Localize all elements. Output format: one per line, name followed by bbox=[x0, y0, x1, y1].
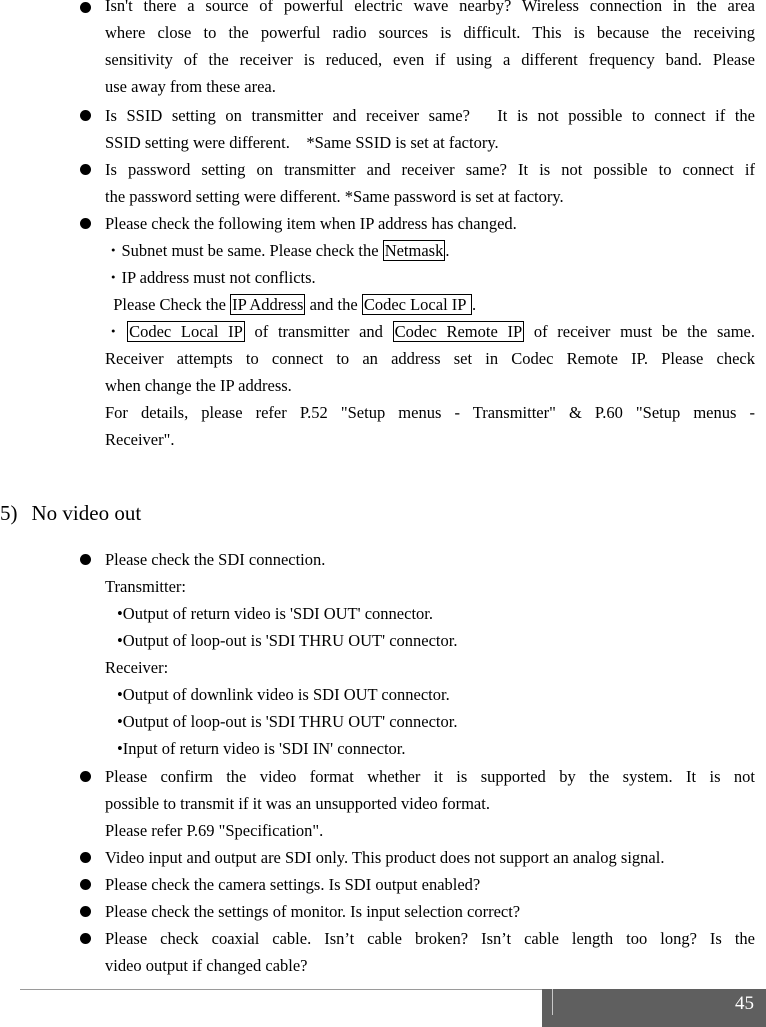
footer-rule bbox=[20, 989, 542, 990]
bullet-icon bbox=[80, 2, 91, 13]
list-item: •Output of loop-out is 'SDI THRU OUT' connector. bbox=[117, 631, 458, 650]
footer-page-box bbox=[542, 989, 766, 1027]
video-check-coaxial-cable bbox=[105, 925, 755, 979]
bullet-icon bbox=[80, 218, 91, 229]
list-item: •Input of return video is 'SDI IN' connector. bbox=[117, 739, 406, 758]
text-line: For details, please refer P.52 "Setup menus - Transmitter" & P.60 "Setup menus - bbox=[105, 403, 755, 422]
wireless-check-ip-address bbox=[105, 210, 755, 453]
codec-local-ip-term: Codec Local IP bbox=[129, 322, 243, 341]
text-fragment: ・Subnet must be same. Please check the bbox=[105, 241, 383, 260]
page-number: 45 bbox=[735, 993, 754, 1014]
bullet-icon bbox=[80, 771, 91, 782]
text-line: ・IP address must not conflicts. bbox=[105, 268, 316, 287]
text-fragment: Please Check the bbox=[105, 295, 231, 314]
footer-divider bbox=[552, 989, 553, 1015]
wireless-check-interference bbox=[105, 0, 755, 100]
list-item: •Output of downlink video is SDI OUT connector. bbox=[117, 685, 450, 704]
text-line: SSID setting were different. *Same SSID is set at factory. bbox=[105, 133, 499, 152]
bullet-icon bbox=[80, 110, 91, 121]
text-line: Please check the camera settings. Is SDI output enabled? bbox=[105, 875, 481, 894]
section-heading bbox=[0, 498, 141, 528]
video-check-camera bbox=[105, 871, 755, 898]
section-title: No video out bbox=[31, 501, 142, 525]
ip-address-term: IP Address bbox=[232, 295, 304, 314]
bullet-icon bbox=[80, 852, 91, 863]
bullet-icon bbox=[80, 879, 91, 890]
text-line: Video input and output are SDI only. This product does not support an analog signal. bbox=[105, 848, 665, 867]
text-fragment: and the bbox=[305, 295, 362, 314]
bullet-icon bbox=[80, 933, 91, 944]
text-line: Please check the settings of monitor. Is input selection correct? bbox=[105, 902, 521, 921]
text-line: Isn't there a source of powerful electric wave nearby? Wireless connection in the area bbox=[105, 0, 755, 15]
check-ip-line bbox=[105, 291, 755, 318]
text-line: Is SSID setting on transmitter and receiver same? It is not possible to connect if the bbox=[105, 106, 755, 125]
netmask-term: Netmask bbox=[384, 241, 444, 260]
text-line: Receiver attempts to connect to an address set in Codec Remote IP. Please check bbox=[105, 349, 755, 368]
text-fragment: . bbox=[445, 241, 450, 260]
text-line: when change the IP address. bbox=[105, 376, 292, 395]
section-number: 5) bbox=[0, 501, 18, 525]
codec-ip-line bbox=[105, 318, 755, 345]
wireless-check-ssid bbox=[105, 102, 755, 156]
text-line: Please refer P.69 "Specification". bbox=[105, 821, 324, 840]
bullet-icon bbox=[80, 554, 91, 565]
codec-local-ip-term: Codec Local IP bbox=[363, 295, 470, 314]
wireless-check-password bbox=[105, 156, 755, 210]
codec-remote-ip-term: Codec Remote IP bbox=[394, 322, 523, 341]
text-fragment: ・ bbox=[105, 322, 128, 341]
text-fragment: . bbox=[471, 295, 477, 314]
text-line: sensitivity of the receiver is reduced, even if using a different frequency band. Please bbox=[105, 50, 755, 69]
text-fragment: of transmitter and bbox=[244, 322, 393, 341]
subnet-line bbox=[105, 237, 755, 264]
list-item: •Output of return video is 'SDI OUT' connector. bbox=[117, 604, 433, 623]
text-line: Is password setting on transmitter and receiver same? It is not possible to connect if bbox=[105, 160, 755, 179]
text-line: where close to the powerful radio sources is difficult. This is because the receiving bbox=[105, 23, 755, 42]
receiver-label: Receiver: bbox=[105, 658, 169, 677]
video-check-monitor bbox=[105, 898, 755, 925]
bullet-icon bbox=[80, 164, 91, 175]
transmitter-label: Transmitter: bbox=[105, 577, 186, 596]
text-line: use away from these area. bbox=[105, 77, 276, 96]
text-line: possible to transmit if it was an unsupported video format. bbox=[105, 794, 490, 813]
text-line: the password setting were different. *Same password is set at factory. bbox=[105, 187, 564, 206]
video-check-format bbox=[105, 763, 755, 844]
text-line: Please confirm the video format whether it is supported by the system. It is not bbox=[105, 767, 755, 786]
text-line: Please check the SDI connection. bbox=[105, 550, 326, 569]
text-line: Please check coaxial cable. Isn’t cable broken? Isn’t cable length too long? Is the bbox=[105, 929, 755, 948]
bullet-icon bbox=[80, 906, 91, 917]
video-check-sdi-only bbox=[105, 844, 755, 871]
text-fragment: of receiver must be the same. bbox=[524, 322, 755, 341]
text-line: Receiver". bbox=[105, 430, 175, 449]
text-line: video output if changed cable? bbox=[105, 956, 308, 975]
text-line: Please check the following item when IP address has changed. bbox=[105, 214, 517, 233]
video-check-sdi-connection bbox=[105, 546, 755, 762]
list-item: •Output of loop-out is 'SDI THRU OUT' connector. bbox=[117, 712, 458, 731]
